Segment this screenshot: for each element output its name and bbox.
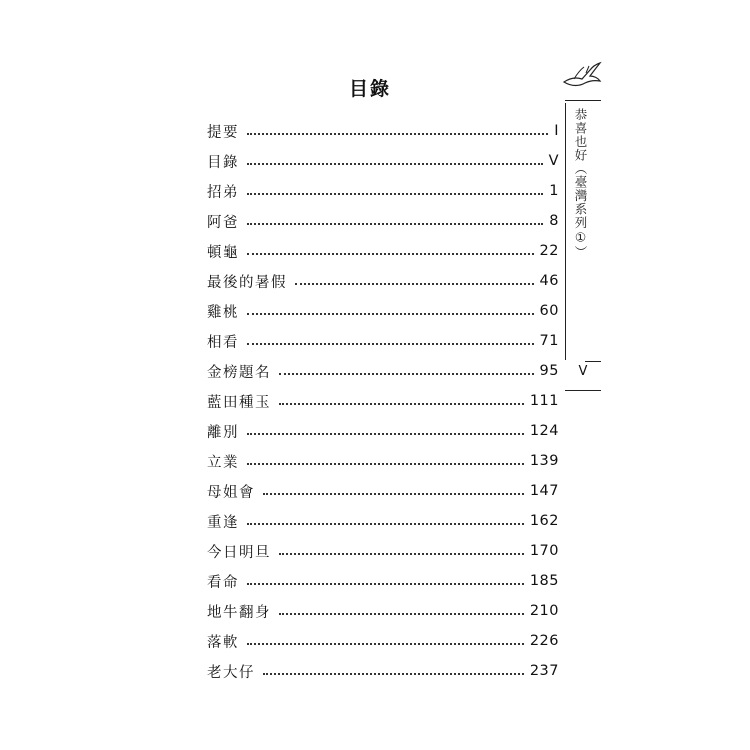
dot-leader [263, 673, 524, 675]
toc-entry-title: 頓龜 [207, 244, 239, 261]
toc-entry-page: I [554, 123, 559, 139]
toc-entry[interactable] [207, 386, 559, 416]
dot-leader [279, 403, 524, 405]
dot-leader [247, 223, 543, 225]
dot-leader [295, 283, 534, 285]
dot-leader [247, 523, 524, 525]
toc-entry-title: 相看 [207, 334, 239, 351]
toc-entry-page: 111 [529, 393, 559, 409]
table-of-contents [207, 116, 559, 686]
toc-entry-page: 226 [529, 633, 559, 649]
toc-entry[interactable] [207, 326, 559, 356]
toc-entry-page: 8 [549, 213, 559, 229]
toc-entry-title: 落軟 [207, 634, 239, 651]
toc-entry-title: 雞桃 [207, 304, 239, 321]
dot-leader [247, 193, 543, 195]
toc-entry-page: 1 [549, 183, 559, 199]
dot-leader [247, 343, 534, 345]
dot-leader [279, 613, 524, 615]
dot-leader [247, 433, 524, 435]
toc-entry-title: 離別 [207, 424, 239, 441]
toc-entry[interactable] [207, 236, 559, 266]
toc-entry[interactable] [207, 596, 559, 626]
dot-leader [247, 463, 524, 465]
dot-leader [247, 163, 543, 165]
toc-entry-title: 招弟 [207, 184, 239, 201]
toc-entry[interactable] [207, 476, 559, 506]
toc-entry-title: 看命 [207, 574, 239, 591]
toc-entry-title: 立業 [207, 454, 239, 471]
dot-leader [247, 313, 534, 315]
toc-entry-page: 170 [529, 543, 559, 559]
dot-leader [247, 583, 524, 585]
toc-entry-page: 124 [529, 423, 559, 439]
toc-entry[interactable] [207, 626, 559, 656]
margin-rule [565, 103, 566, 360]
folio-rule [565, 390, 601, 391]
toc-entry[interactable] [207, 146, 559, 176]
toc-entry[interactable] [207, 416, 559, 446]
toc-entry-title: 重逢 [207, 514, 239, 531]
dot-leader [263, 493, 524, 495]
toc-entry-title: 提要 [207, 124, 239, 141]
toc-entry-page: 162 [529, 513, 559, 529]
toc-entry-title: 今日明旦 [207, 544, 271, 561]
toc-entry-page: 95 [539, 363, 559, 379]
bird-icon [560, 60, 602, 94]
dot-leader [279, 553, 524, 555]
toc-entry[interactable] [207, 446, 559, 476]
toc-entry-title: 老大仔 [207, 664, 255, 681]
toc-entry-title: 地牛翻身 [207, 604, 271, 621]
toc-entry-page: 237 [529, 663, 559, 679]
dot-leader [247, 133, 548, 135]
dot-leader [279, 373, 534, 375]
toc-entry-title: 阿爸 [207, 214, 239, 231]
toc-entry-page: 185 [529, 573, 559, 589]
toc-entry[interactable] [207, 356, 559, 386]
dot-leader [247, 643, 524, 645]
series-title: 恭喜也好（臺灣系列①） [573, 108, 588, 259]
toc-entry[interactable] [207, 206, 559, 236]
folio-rule-short [585, 361, 601, 362]
toc-entry-title: 最後的暑假 [207, 274, 287, 291]
page-number: V [578, 364, 588, 379]
toc-entry-title: 目錄 [207, 154, 239, 171]
dot-leader [247, 253, 534, 255]
toc-entry-page: 139 [529, 453, 559, 469]
toc-entry-title: 藍田種玉 [207, 394, 271, 411]
toc-entry[interactable] [207, 536, 559, 566]
toc-entry-title: 母姐會 [207, 484, 255, 501]
toc-entry-page: 46 [539, 273, 559, 289]
toc-entry-page: 210 [529, 603, 559, 619]
toc-entry[interactable] [207, 656, 559, 686]
toc-entry[interactable] [207, 176, 559, 206]
toc-entry[interactable] [207, 566, 559, 596]
toc-entry-page: 71 [539, 333, 559, 349]
toc-entry-title: 金榜題名 [207, 364, 271, 381]
toc-entry-page: 60 [539, 303, 559, 319]
toc-entry[interactable] [207, 296, 559, 326]
margin-rule-top [565, 100, 601, 101]
toc-entry-page: 22 [539, 243, 559, 259]
toc-entry[interactable] [207, 506, 559, 536]
page-title: 目錄 [348, 78, 391, 100]
toc-entry[interactable] [207, 116, 559, 146]
toc-entry-page: 147 [529, 483, 559, 499]
toc-entry[interactable] [207, 266, 559, 296]
toc-entry-page: V [548, 153, 559, 169]
